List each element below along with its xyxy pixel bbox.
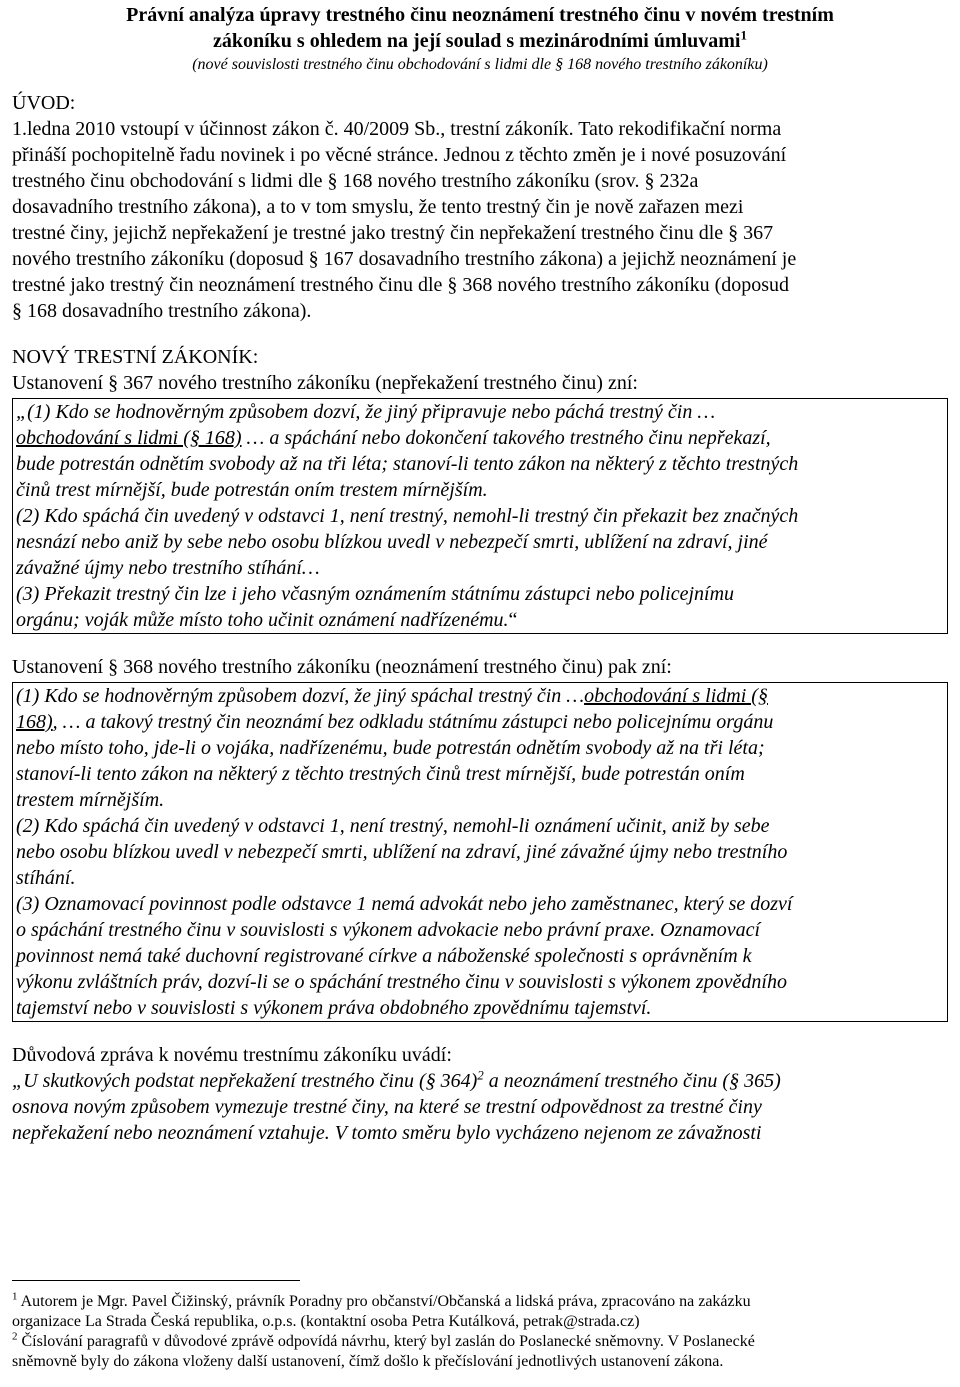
quote-line: (3) Oznamovací povinnost podle odstavce 1 nemá advokát nebo jeho zaměstnanec, který se dozví (16, 893, 793, 915)
document-subtitle: (nové souvislosti trestného činu obchodování s lidmi dle § 168 nového trestního zákoníku) (192, 56, 768, 73)
reasoning-line: osnova novým způsobem vymezuje trestné činy, na které se trestní odpovědnost za trestné činy (12, 1096, 762, 1118)
footnote-separator (12, 1280, 300, 1281)
document-page (12, 0, 948, 1146)
quote-line: (3) Překazit trestný čin lze i jeho včasným oznámením státnímu zástupci nebo policejnímu (16, 583, 735, 605)
footnote-ref-1: 1 (740, 27, 747, 43)
quote-line: nesnází nebo aniž by sebe nebo osobu blízkou uvedl v nebezpečí smrti, ublížení na zdraví, jiné (16, 531, 768, 553)
quote-line: bude potrestán odnětím svobody až na tři léta; stanoví-li tento zákon na některý z těchto trestných (16, 453, 799, 475)
quote-line: činů trest mírnější, bude potrestán oním trestem mírnějším. (16, 479, 488, 501)
section-368 (12, 654, 948, 1022)
title-line-1: Právní analýza úpravy trestného činu neoznámení trestného činu v novém trestním (126, 4, 834, 26)
reasoning-section (12, 1042, 948, 1146)
intro-line: 1.ledna 2010 vstoupí v účinnost zákon č. 40/2009 Sb., trestní zákoník. Tato rekodifikační norma (12, 118, 782, 140)
intro-section (12, 90, 948, 324)
section-heading: NOVÝ TRESTNÍ ZÁKONÍK: (12, 346, 259, 368)
section-367-intro: Ustanovení § 367 nového trestního zákoníku (nepřekažení trestného činu) zní: (12, 372, 638, 394)
quote-line: „(1) Kdo se hodnověrným způsobem dozví, že jiný připravuje nebo páchá trestný čin … (16, 401, 716, 423)
quote-line: stanoví-li tento zákon na některý z těchto trestných činů trest mírnější, bude potrestán oním (16, 763, 745, 785)
footnote-2-cont: sněmovně byly do zákona vloženy další ustanovení, čímž došlo k přečíslování jednotlivých ustanovení zákona. (12, 1353, 724, 1370)
document-title (12, 2, 948, 54)
quote-line: o spáchání trestného činu v souvislosti s výkonem advokacie nebo právní praxe. Oznamovací (16, 919, 761, 941)
footnote-1-cont: organizace La Strada Česká republika, o.p.s. (kontaktní osoba Petra Kutálková, petrak@strada.cz) (12, 1313, 640, 1330)
quote-line: 168), … a takový trestný čin neoznámí bez odkladu státnímu zástupci nebo policejnímu orgánu (16, 711, 774, 733)
intro-line: trestné jako trestný čin neoznámení trestného činu dle § 368 nového trestního zákoníku (doposud (12, 274, 790, 296)
quote-line: (2) Kdo spáchá čin uvedený v odstavci 1, není trestný, nemohl-li trestný čin překazit bez značných (16, 505, 799, 527)
intro-line: nového trestního zákoníku (doposud § 167 dosavadního trestního zákona) a jejichž neoznámení je (12, 248, 797, 270)
quote-line: (1) Kdo se hodnověrným způsobem dozví, že jiný spáchal trestný čin …obchodování s lidmi (§ (16, 685, 768, 707)
reasoning-line: „U skutkových podstat nepřekažení trestného činu (§ 364)$^2$ a neoznámení trestného činu (§ 365) (12, 1067, 781, 1092)
section-367 (12, 344, 948, 634)
quote-box-368 (12, 682, 948, 1022)
intro-line: § 168 dosavadního trestního zákona). (12, 300, 312, 322)
underlined-text: 168) (16, 711, 53, 733)
quote-line: nebo osobu blízkou uvedl v nebezpečí smrti, ublížení na zdraví, jiné závažné újmy nebo trestního (16, 841, 788, 863)
intro-line: trestného činu obchodování s lidmi dle § 168 nového trestního zákoníku (srov. § 232a (12, 170, 699, 192)
underlined-text: obchodování s lidmi (§ (584, 685, 768, 707)
intro-line: trestné činy, jejichž nepřekažení je trestné jako trestný čin nepřekažení trestného činu dle § 367 (12, 222, 774, 244)
quote-line: nebo místo toho, jde-li o vojáka, nadřízenému, bude potrestán odnětím svobody až na tři léta; (16, 737, 765, 759)
quote-line: obchodování s lidmi (§ 168) … a spáchání nebo dokončení takového trestného činu nepřekazí, (16, 427, 771, 449)
footnote-ref-2: 2 (477, 1067, 484, 1083)
footnotes (12, 1292, 948, 1372)
title-line-2: zákoníku s ohledem na její soulad s mezinárodními úmluvami$^1$ (213, 27, 747, 52)
quote-line: povinnost nemá také duchovní registrované církve a náboženské společnosti s oprávněním k (16, 945, 752, 967)
intro-line: přináší pochopitelně řadu novinek i po věcné stránce. Jednou z těchto změn je i nové posuzování (12, 144, 787, 166)
reasoning-line: nepřekažení nebo neoznámení vztahuje. V tomto směru bylo vycházeno nejenom ze závažnosti (12, 1122, 762, 1144)
quote-line: výkonu zvláštních práv, dozví-li se o spáchání trestného činu v souvislosti s výkonem zpovědního (16, 971, 787, 993)
quote-box-367 (12, 398, 948, 634)
quote-line: (2) Kdo spáchá čin uvedený v odstavci 1, není trestný, nemohl-li oznámení učinit, aniž by sebe (16, 815, 770, 837)
reasoning-intro: Důvodová zpráva k novému trestnímu zákoníku uvádí: (12, 1044, 452, 1066)
footnote-1: $^1$ Autorem je Mgr. Pavel Čižinský, právník Poradny pro občanství/Občanská a lidská práva, zpracováno na zakázku (12, 1290, 751, 1310)
intro-line: dosavadního trestního zákona), a to v tom smyslu, že tento trestný čin je nově zařazen mezi (12, 196, 744, 218)
quote-line: závažné újmy nebo trestního stíhání… (16, 557, 320, 579)
section-368-intro: Ustanovení § 368 nového trestního zákoníku (neoznámení trestného činu) pak zní: (12, 656, 672, 678)
quote-line: tajemství nebo v souvislosti s výkonem práva obdobného zpovědnímu tajemství. (16, 997, 652, 1019)
underlined-text: obchodování s lidmi (§ 168) (16, 427, 242, 449)
footnote-2: $^2$ Číslování paragrafů v důvodové zprávě odpovídá návrhu, který byl zaslán do Poslanecké sněmovny. V Poslanecké (12, 1330, 755, 1350)
quote-line: stíhání. (16, 867, 76, 889)
quote-line: orgánu; voják může místo toho učinit oznámení nadřízenému.“ (16, 609, 518, 631)
intro-heading: ÚVOD: (12, 92, 76, 114)
quote-line: trestem mírnějším. (16, 789, 165, 811)
